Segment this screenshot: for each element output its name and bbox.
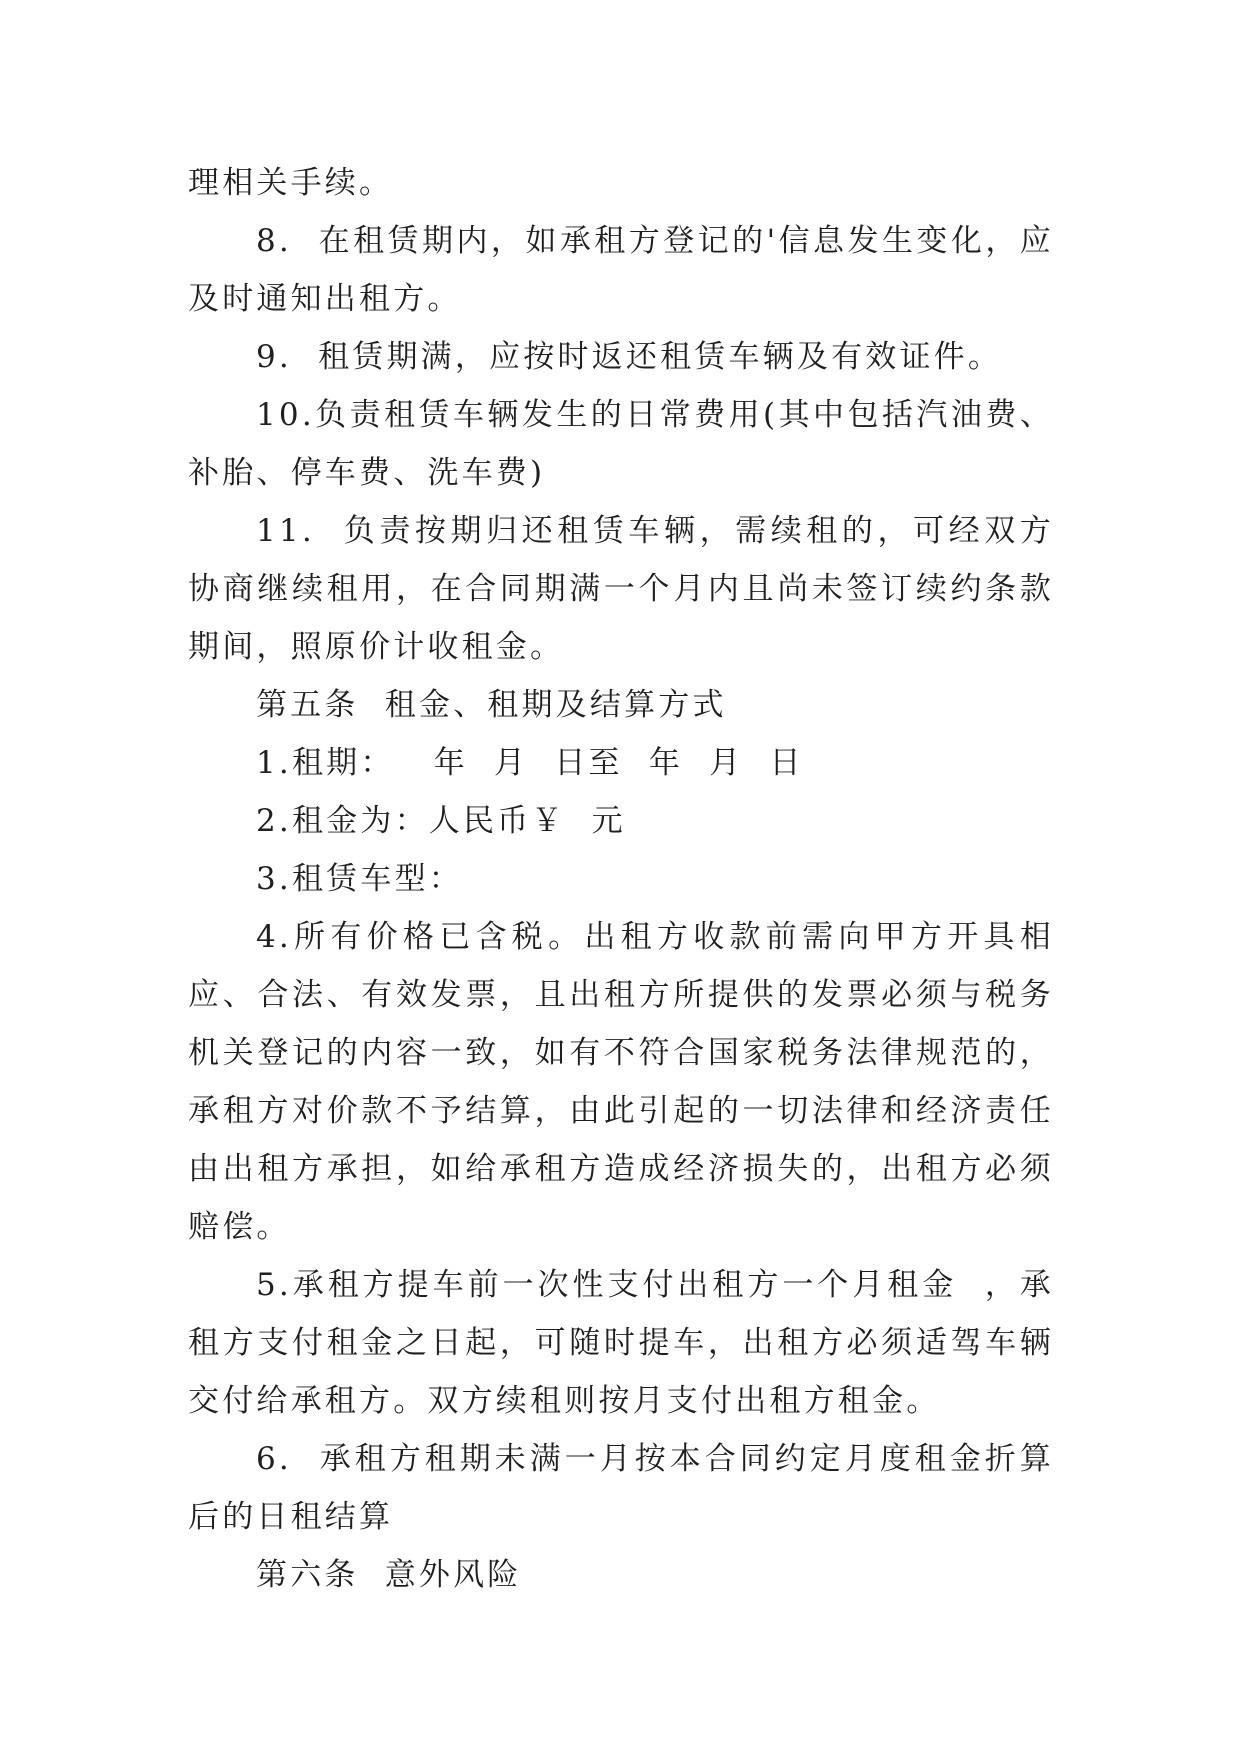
paragraph-tax-invoice: 4.所有价格已含税。出租方收款前需向甲方开具相应、合法、有效发票，且出租方所提供的发票必须与税务机关登记的内容一致，如有不符合国家税务法律规范的，承租方对价款不予结算，由此引起的一切法律和经济责任由出租方承担，如给承租方造成经济损失的，出租方必须赔偿。: [188, 919, 1054, 1245]
paragraph-vehicle-model: 3.租赁车型：: [256, 861, 463, 897]
section-heading-article-6: 第六条 意外风险: [256, 1557, 522, 1593]
section-heading-article-5: 第五条 租金、租期及结算方式: [256, 687, 727, 723]
document-body: [188, 154, 1054, 1604]
paragraph-continuation: 理相关手续。: [188, 165, 394, 201]
paragraph-rent-amount: 2.租金为：人民币￥ 元: [256, 803, 626, 839]
paragraph-item-9: 9. 租赁期满，应按时返还租赁车辆及有效证件。: [256, 339, 1003, 375]
paragraph-item-10: 10.负责租赁车辆发生的日常费用(其中包括汽油费、补胎、停车费、洗车费): [188, 397, 1054, 491]
paragraph-payment: 5.承租方提车前一次性支付出租方一个月租金 ，承租方支付租金之日起，可随时提车，出租方必须适驾车辆交付给承租方。双方续租则按月支付出租方租金。: [188, 1267, 1054, 1419]
paragraph-item-8: 8. 在租赁期内，如承租方登记的'信息发生变化，应及时通知出租方。: [188, 223, 1054, 317]
paragraph-item-11: 11. 负责按期归还租赁车辆，需续租的，可经双方协商继续租用，在合同期满一个月内且尚未签订续约条款期间，照原价计收租金。: [188, 513, 1054, 665]
paragraph-daily-settlement: 6. 承租方租期未满一月按本合同约定月度租金折算后的日租结算: [188, 1441, 1054, 1535]
paragraph-lease-term: 1.租期： 年 月 日至 年 月 日: [256, 745, 804, 781]
